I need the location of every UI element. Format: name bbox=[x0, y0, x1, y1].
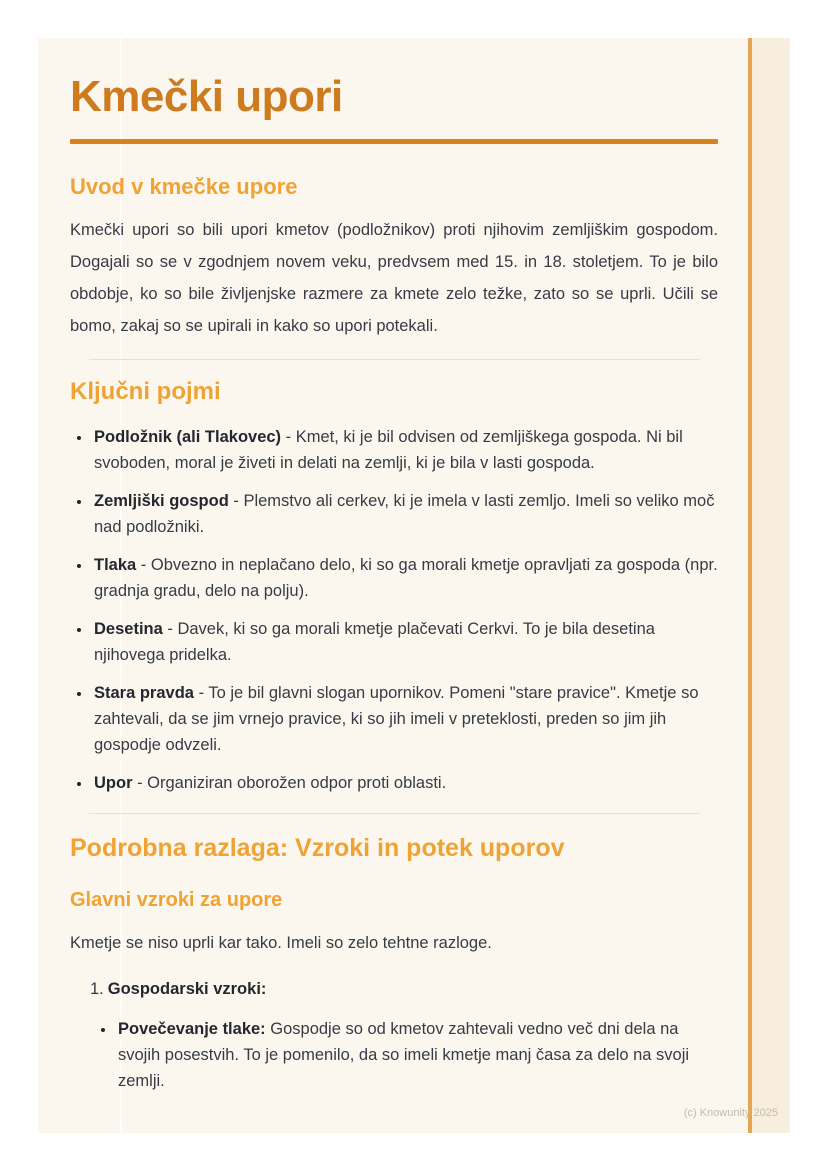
key-term-item bbox=[92, 616, 718, 668]
numbered-list bbox=[70, 976, 718, 1094]
key-terms-list bbox=[70, 424, 718, 796]
key-term-label: Zemljiški gospod bbox=[94, 491, 229, 510]
numbered-item-number: 1. bbox=[90, 979, 104, 998]
title-rule bbox=[70, 139, 718, 144]
sub-bullet-item bbox=[116, 1016, 718, 1094]
intro-paragraph: Kmečki upori so bili upori kmetov (podložnikov) proti njihovim zemljiškim gospodom. Dogajali so se v zgodnjem novem veku, predvsem med 15. in 18. stoletjem. To je bilo obdobje, ko so bile življenjske razmere za kmete zelo težke, zato so se uprli. Učili se bomo, zakaj so se upirali in kako so upori potekali. bbox=[70, 220, 718, 335]
key-term-label: Stara pravda bbox=[94, 683, 194, 702]
key-term-label: Podložnik (ali Tlakovec) bbox=[94, 427, 282, 446]
key-term-definition: - Davek, ki so ga morali kmetje plačevati Cerkvi. To je bila desetina njihovega pridelka. bbox=[94, 619, 655, 664]
key-term-definition: - To je bil glavni slogan upornikov. Pomeni "stare pravice". Kmetje so zahtevali, da se jim vrnejo pravice, ki so jih imeli v preteklosti, preden so jim jih gospodje odvzeli. bbox=[94, 683, 699, 754]
numbered-item-title: Gospodarski vzroki: bbox=[107, 979, 267, 998]
section-divider bbox=[89, 813, 700, 814]
key-term-label: Upor bbox=[94, 773, 133, 792]
key-term-definition: - Kmet, ki je bil odvisen od zemljiškega gospoda. Ni bil svoboden, moral je živeti in delati na zemlji, ki je bila v lasti gospoda. bbox=[94, 427, 683, 472]
key-term-item bbox=[92, 488, 718, 540]
key-term-item bbox=[92, 770, 718, 796]
document-page bbox=[38, 38, 790, 1133]
key-term-definition: - Plemstvo ali cerkev, ki je imela v lasti zemljo. Imeli so veliko moč nad podložniki. bbox=[94, 491, 715, 536]
watermark: (c) Knowunity 2025 bbox=[683, 1107, 778, 1119]
sub-bullet-text: Gospodje so od kmetov zahtevali vedno več dni dela na svojih posestvih. To je pomenilo, da so imeli kmetje manj časa za delo na svoji zemlji. bbox=[118, 1019, 690, 1090]
key-term-item bbox=[92, 424, 718, 476]
page-edge-stripe bbox=[748, 38, 790, 1133]
section-heading-intro: Uvod v kmečke upore bbox=[70, 173, 298, 199]
key-term-definition: - Organiziran oborožen odpor proti oblasti. bbox=[137, 773, 447, 792]
key-term-label: Tlaka bbox=[94, 555, 137, 574]
key-term-definition: - Obvezno in neplačano delo, ki so ga morali kmetje opravljati za gospoda (npr. gradnja gradu, delo na polju). bbox=[94, 555, 718, 600]
sub-bullet-list bbox=[90, 1016, 718, 1094]
section-divider bbox=[89, 359, 700, 360]
key-term-item bbox=[92, 680, 718, 758]
page-title: Kmečki upori bbox=[70, 72, 343, 121]
key-term-item bbox=[92, 552, 718, 604]
section-heading-key-terms: Ključni pojmi bbox=[70, 377, 221, 405]
key-term-label: Desetina bbox=[94, 619, 163, 638]
section-heading-detail: Podrobna razlaga: Vzroki in potek uporov bbox=[70, 833, 565, 862]
lead-paragraph: Kmetje se niso uprli kar tako. Imeli so zelo tehtne razloge. bbox=[70, 933, 492, 952]
numbered-item bbox=[90, 976, 718, 1094]
subsection-heading-causes: Glavni vzroki za upore bbox=[70, 888, 283, 911]
sub-bullet-term: Povečevanje tlake: bbox=[118, 1019, 266, 1038]
page-content bbox=[70, 38, 718, 1094]
